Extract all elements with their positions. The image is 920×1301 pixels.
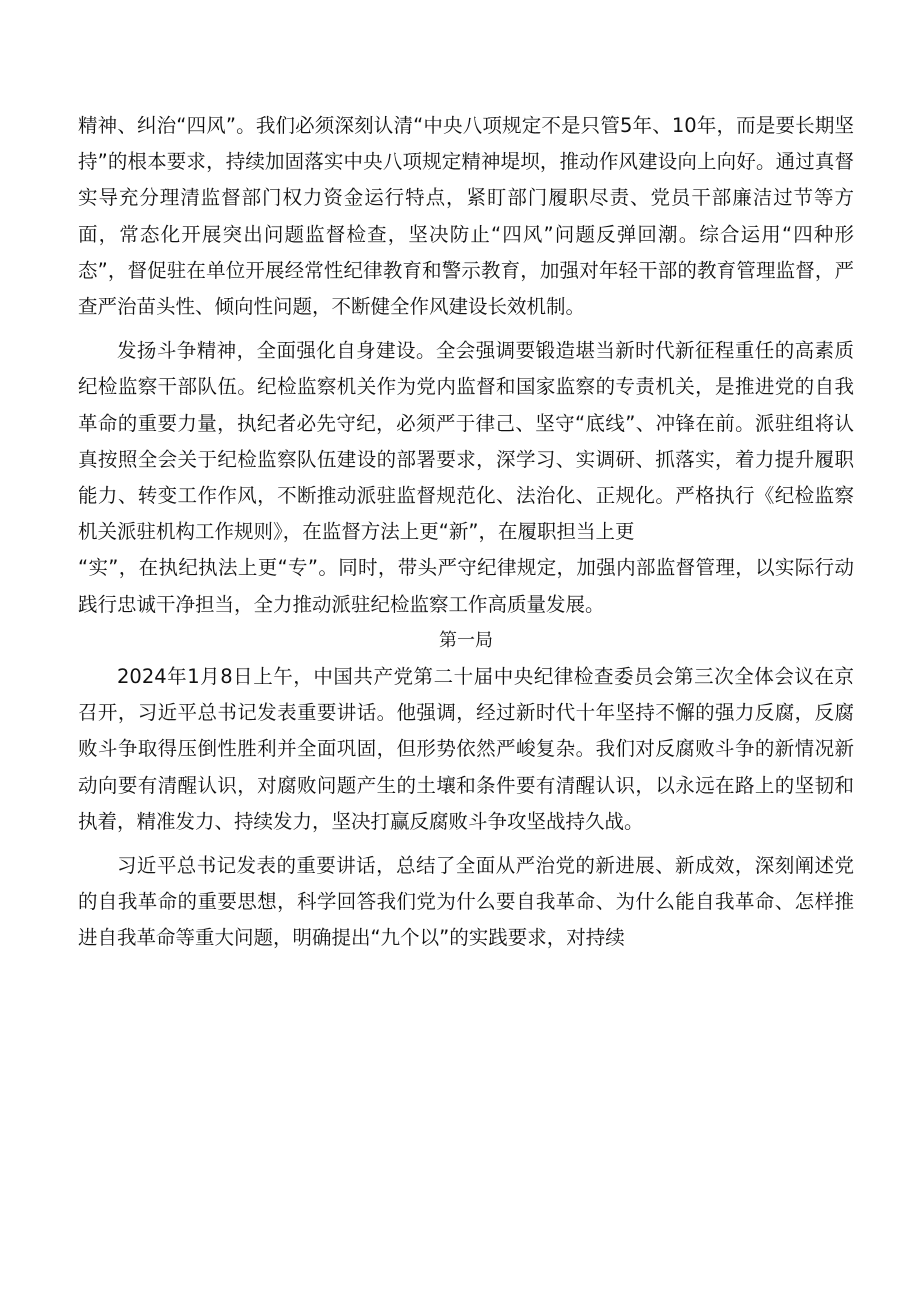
paragraph-gap — [78, 325, 854, 333]
document-body — [78, 108, 854, 957]
paragraph-gap — [78, 840, 854, 848]
paragraph-self-building: 发扬斗争精神，全面强化自身建设。全会强调要锻造堪当新时代新征程重任的高素质纪检监察干部队伍。纪检监察机关作为党内监督和国家监察的专责机关，是推进党的自我革命的重要力量，执纪者必先守纪，必须严于律己、坚守“底线”、冲锋在前。派驻组将认真按照全会关于纪检监察队伍建设的部署要求，深学习、实调研、抓落实，着力提升履职能力、转变工作作风，不断推动派驻监督规范化、法治化、正规化。严格执行《纪检监察机关派驻机构工作规则》，在监督方法上更“新”，在履职担当上更 — [78, 339, 854, 544]
paragraph-plenary-session: 2024年1月8日上午，中国共产党第二十届中央纪律检查委员会第三次全体会议在京召开，习近平总书记发表重要讲话。他强调，经过新时代十年坚持不懈的强力反腐，反腐败斗争取得压倒性胜利并全面巩固，但形势依然严峻复杂。我们对反腐败斗争的新情况新动向要有清醒认识，对腐败问题产生的土壤和条件要有清醒认识，以永远在路上的坚韧和执着，精准发力、持续发力，坚决打赢反腐败斗争攻坚战持久战。 — [78, 665, 854, 833]
section-title: 第一局 — [439, 629, 493, 651]
paragraph-self-building-continued: “实”，在执纪执法上更“专”。同时，带头严守纪律规定，加强内部监督管理，以实际行动践行忠诚干净担当，全力推动派驻纪检监察工作高质量发展。 — [78, 556, 854, 616]
paragraph-style-discipline: 精神、纠治“四风”。我们必须深刻认清“中央八项规定不是只管5年、10年，而是要长期坚持”的根本要求，持续加固落实中央八项规定精神堤坝，推动作风建设向上向好。通过真督实导充分理清监督部门权力资金运行特点，紧盯部门履职尽责、党员干部廉洁过节等方面，常态化开展突出问题监督检查，坚决防止“四风”问题反弹回潮。综合运用“四种形态”，督促驻在单位开展经常性纪律教育和警示教育，加强对年轻干部的教育管理监督，严查严治苗头性、倾向性问题，不断健全作风建设长效机制。 — [78, 114, 854, 319]
paragraph-important-speech: 习近平总书记发表的重要讲话，总结了全面从严治党的新进展、新成效，深刻阐述党的自我革命的重要思想，科学回答我们党为什么要自我革命、为什么能自我革命、怎样推进自我革命等重大问题，明确提出“九个以”的实践要求，对持续 — [78, 854, 854, 950]
